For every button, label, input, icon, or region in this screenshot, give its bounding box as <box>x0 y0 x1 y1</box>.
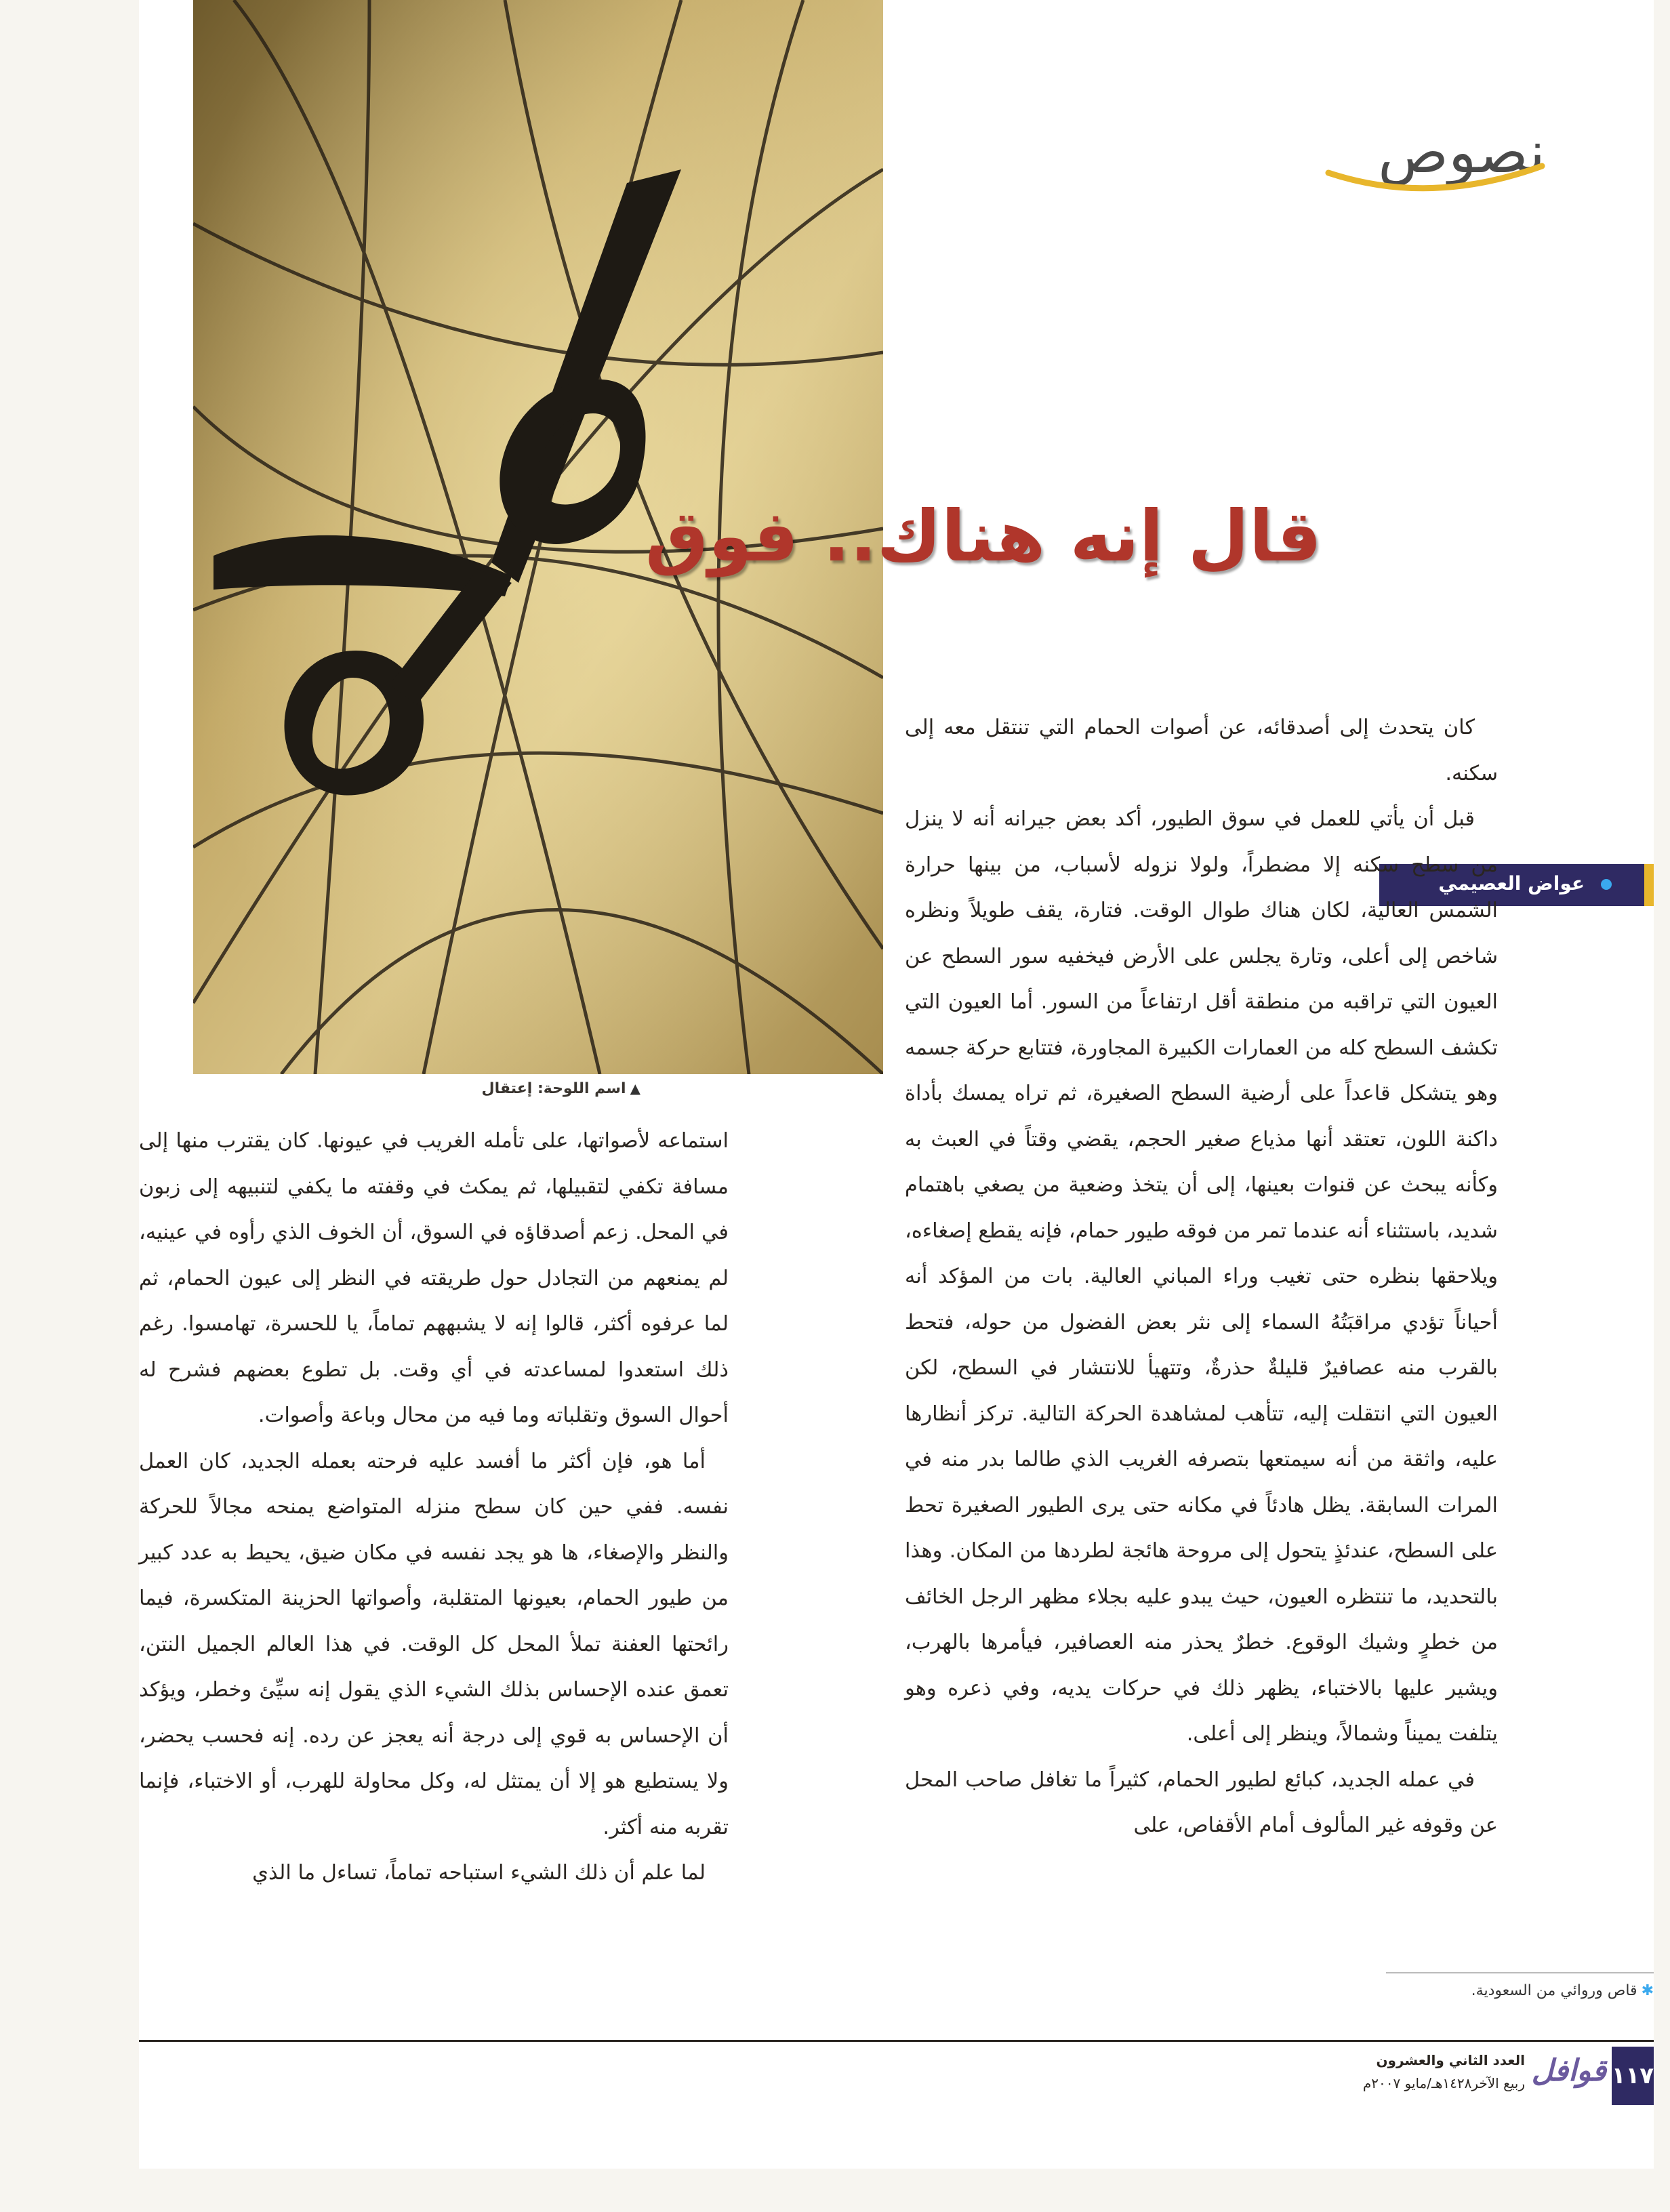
article-column-right <box>905 705 1498 1849</box>
paragraph: كان يتحدث إلى أصدقائه، عن أصوات الحمام التي تنتقل معه إلى سكنه. <box>905 716 1498 785</box>
paragraph: لما علم أن ذلك الشيء استباحه تماماً، تساءل ما الذي <box>252 1861 706 1885</box>
footnote-text: قاص وروائي من السعودية. <box>1471 1982 1637 1999</box>
paragraph: قبل أن يأتي للعمل في سوق الطيور، أكد بعض جيرانه أنه لا ينزل من سطح سكنه إلا مضطراً، ولولا نزوله لأسباب، من بينها حرارة الشمس العالية، لكان هناك طوال الوقت. فتارة، يقف طويلاً ونظره شاخص إلى أعلى، وتارة يجلس على الأرض فيخفيه سور السطح عن العيون التي تراقبه من منطقة أقل ارتفاعاً من السور. أما العيون التي تكشف السطح كله من العمارات الكبيرة المجاورة، فتتابع حركة جسمه وهو يتشكل قاعداً على أرضية السطح الصغيرة، ثم تراه يمسك بأداة داكنة اللون، تعتقد أنها مذياع صغير الحجم، يقضي وقتاً في العبث به وكأنه يبحث عن قنوات بعينها، إلى أن يتخذ وضعية من يصغي باهتمام شديد، باستثناء أنه عندما تمر من فوقه طيور حمام، فإنه يقطع إصغاءه، ويلاحقها بنظره حتى تغيب وراء المباني العالية. بات من المؤكد أنه أحياناً تؤدي مراقبَتُهُ السماء إلى نثر بعض الفضول من حوله، فتحط بالقرب منه عصافيرٌ قليلةٌ حذرةٌ، وتتهيأ للانتشار في السطح، لكن العيون التي انتقلت إليه، تتأهب لمشاهدة الحركة التالية. تركز أنظارها عليه، واثقة من أنه سيمتعها بتصرفه الغريب الذي طالما بدر منه في المرات السابقة. يظل هادئاً في مكانه حتى يرى الطيور الصغيرة تحط على السطح، عندئذٍ يتحول إلى مروحة هائجة لطردها من المكان. وهذا بالتحديد، ما تنتظره العيون، حيث يبدو عليه بجلاء مظهر الرجل الخائف من خطرٍ وشيك الوقوع. خطرٌ يحذر منه العصافير، فيأمرها بالهرب، ويشير عليها بالاختباء، يظهر ذلك في حركات يديه، وفي ذعره وهو يتلفت يميناً وشمالاً، وينظر إلى أعلى. <box>905 807 1498 1746</box>
asterisk-icon: ✱ <box>1641 1982 1654 1999</box>
issue-number: العدد الثاني والعشرون <box>1376 2052 1525 2068</box>
author-name: عواض العصيمي <box>1438 872 1585 895</box>
swoosh-icon <box>1322 152 1545 200</box>
article-column-left <box>139 1118 729 1896</box>
article-title: قال إنه هناك.. فوق <box>645 495 1322 577</box>
section-label <box>1322 119 1545 200</box>
page-number: ١١٧ <box>1612 2047 1654 2105</box>
triangle-icon: ▲ <box>630 1080 640 1097</box>
footer-divider <box>139 2040 1654 2042</box>
photo-caption <box>383 1080 640 1107</box>
paragraph: في عمله الجديد، كبائع لطيور الحمام، كثيراً ما تغافل صاحب المحل عن وقوفه غير المألوف أمام الأقفاص، على <box>905 1767 1498 1837</box>
magazine-page <box>139 0 1654 2169</box>
paragraph: استماعه لأصواتها، على تأمله الغريب في عيونها. كان يقترب منها إلى مسافة تكفي لتقبيلها، ثم يمكث في وقفته ما يكفي لتنبيهه إلى زبون في المحل. زعم أصدقاؤه في السوق، أن الخوف الذي رأوه في عينيه، لم يمنعهم من التجادل حول طريقته في النظر إلى عيون الحمام، ثم لما عرفوه أكثر، قالوا إنه لا يشبههم تماماً، يا للحسرة، تهامسوا. رغم ذلك استعدوا لمساعدته في أي وقت. بل تطوع بعضهم فشرح له أحوال السوق وتقلباته وما فيه من محال وباعة وأصوات. <box>139 1129 729 1427</box>
footnote-divider <box>1386 1972 1654 1973</box>
bullet-icon <box>1601 879 1612 890</box>
page-footer <box>1352 2047 1654 2108</box>
caption-value: إعتقال <box>481 1080 533 1097</box>
caption-label: اسم اللوحة: <box>537 1080 626 1097</box>
magazine-logo: قوافل <box>1531 2053 1606 2088</box>
section-label-text: نصوص <box>1378 119 1545 186</box>
author-footnote <box>1386 1982 1654 2007</box>
paragraph: أما هو، فإن أكثر ما أفسد عليه فرحته بعمله الجديد، كان العمل نفسه. ففي حين كان سطح منزله المتواضع يمنحه مجالاً للحركة والنظر والإصغاء، ها هو يجد نفسه في مكان ضيق، يحيط به عدد كبير من طيور الحمام، بعيونها المتقلبة، وأصواتها الحزينة المتكسرة، فيما رائحتها العفنة تملأ المحل كل الوقت. في هذا العالم الجميل النتن، تعمق عنده الإحساس بذلك الشيء الذي يقول إنه سيِّئ وخطر، ويؤكد أن الإحساس به قوي إلى درجة أنه يعجز عن رده. إنه فحسب يحضر، ولا يستطيع هو إلا أن يمتثل له، وكل محاولة للهرب، أو الاختباء، فإنما تقربه منه أكثر. <box>139 1449 729 1839</box>
issue-date: ربيع الآخر١٤٢٨هـ/مايو ٢٠٠٧م <box>1362 2075 1525 2091</box>
